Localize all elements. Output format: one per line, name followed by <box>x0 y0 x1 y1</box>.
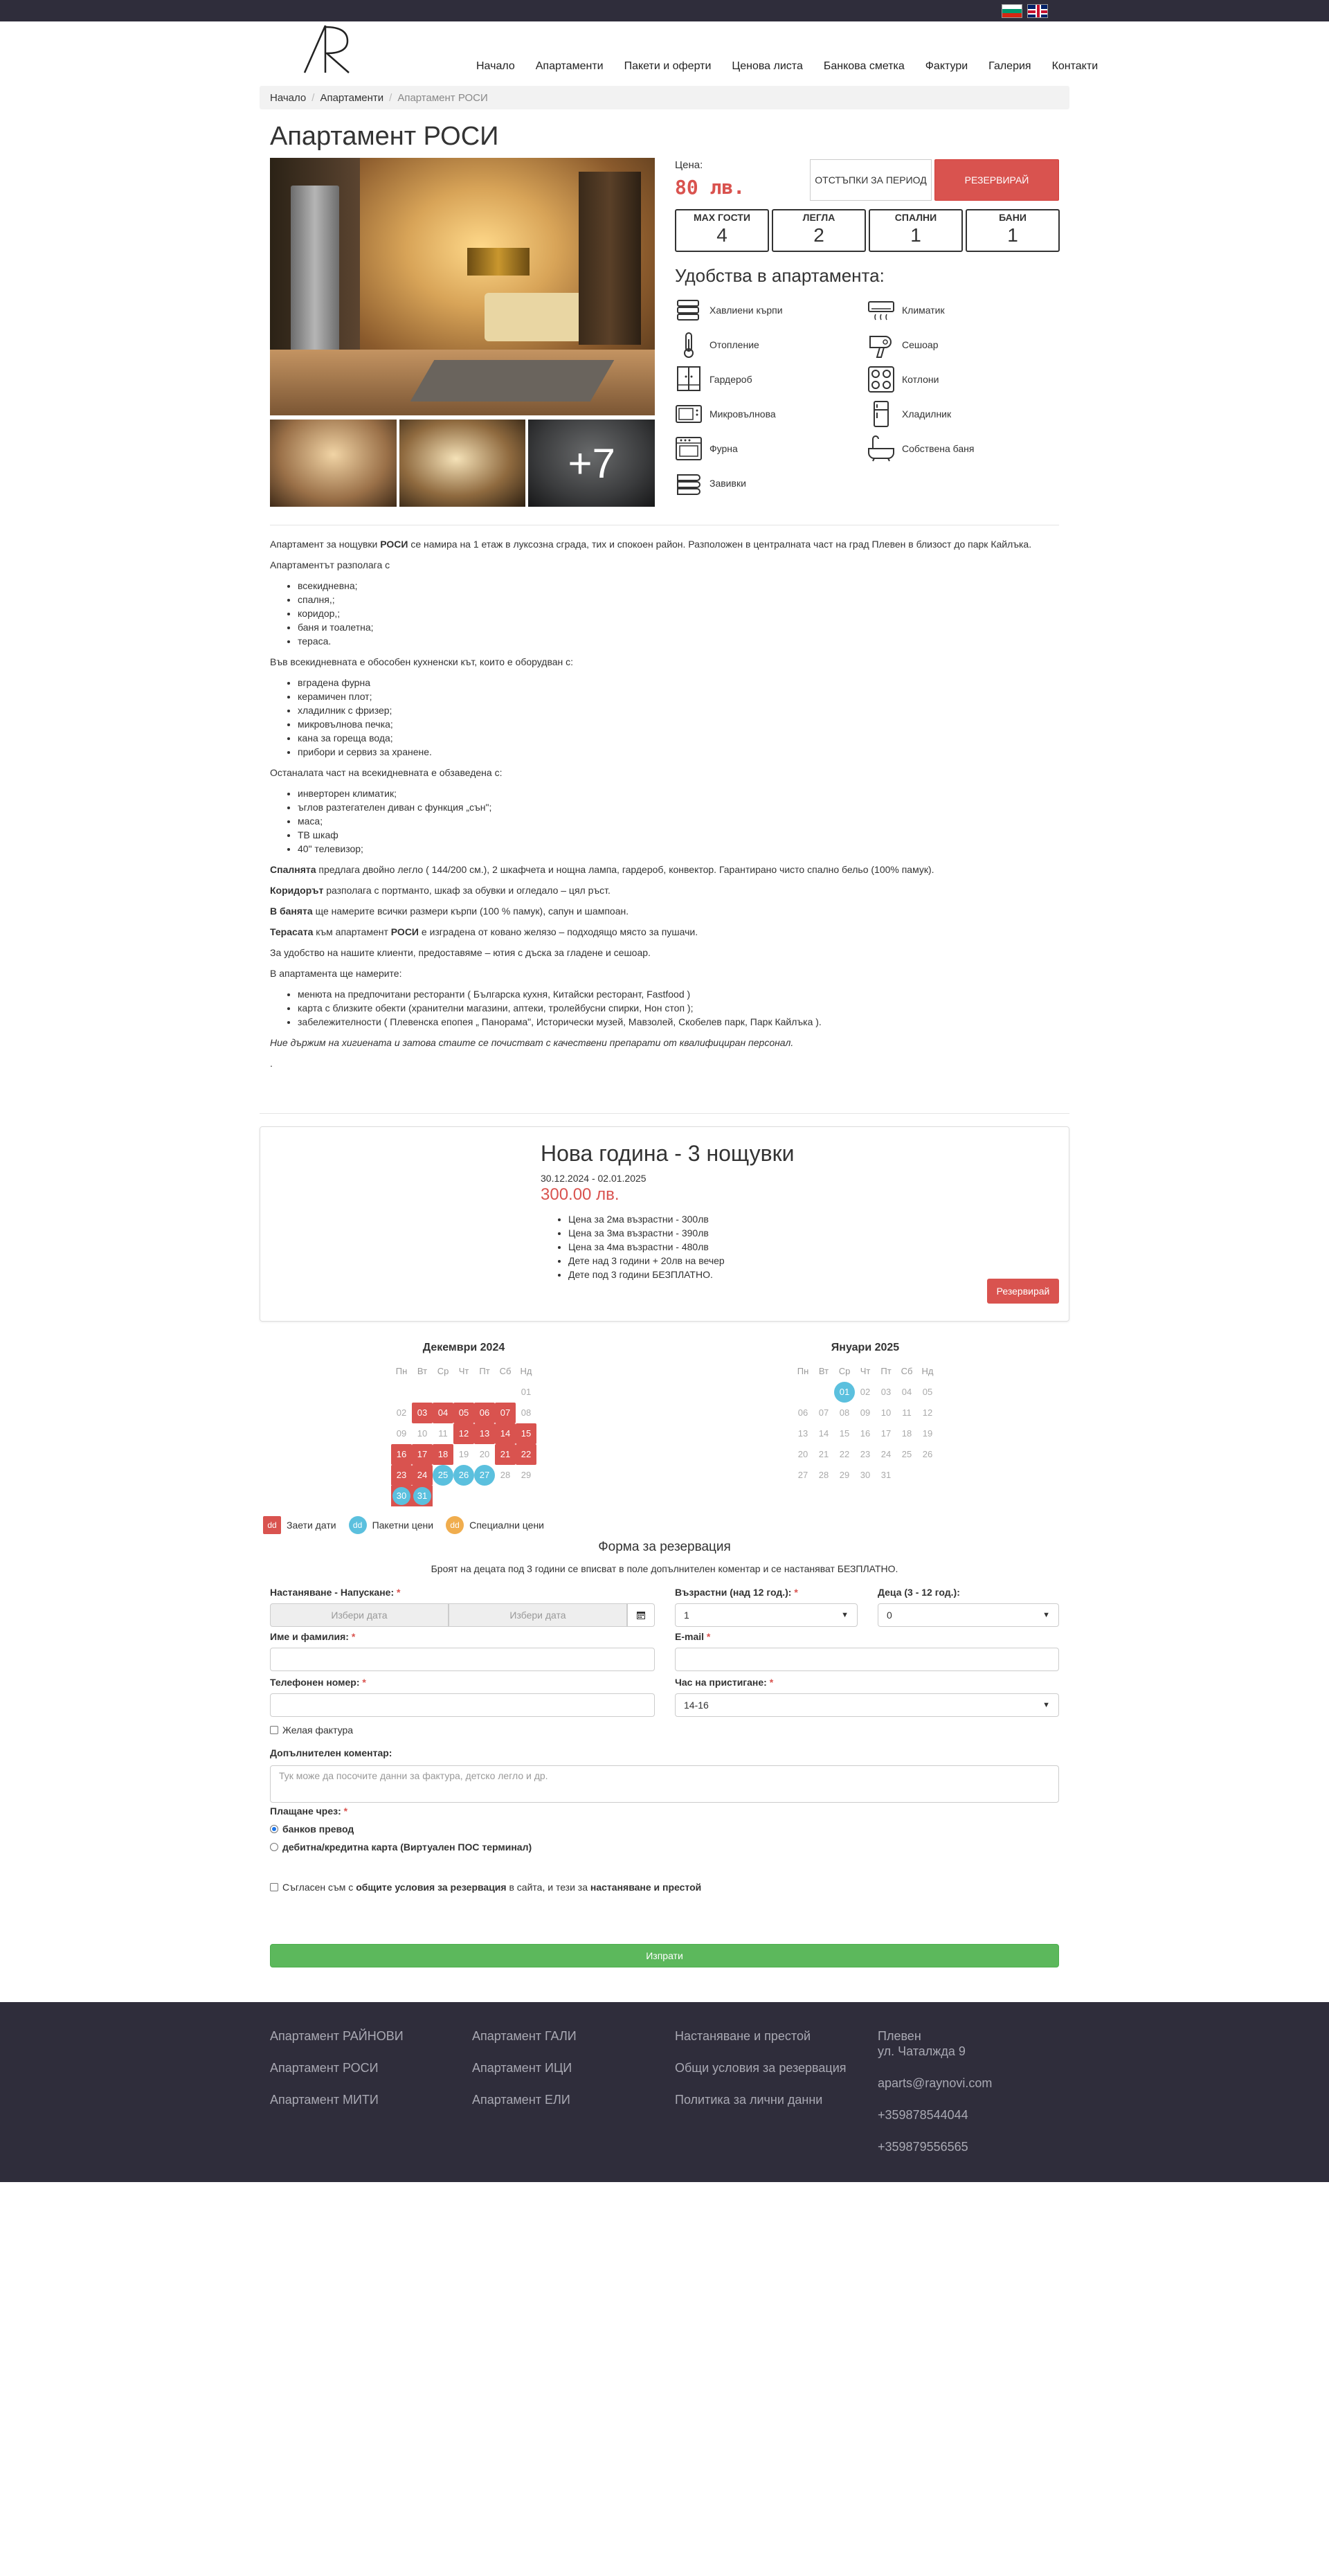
calendar-weekday: Нд <box>921 1366 934 1376</box>
children-select[interactable]: 0 ▼ <box>878 1603 1059 1627</box>
breadcrumb <box>260 86 1069 109</box>
main-photo[interactable] <box>270 158 655 415</box>
package-title: Нова година - 3 нощувки <box>541 1141 795 1166</box>
description-convenience: За удобство на нашите клиенти, предоставяме – ютия с дъска за гладене и сешоар. <box>270 947 651 958</box>
calendar-empty-cell <box>495 1486 516 1506</box>
calendar-empty-cell <box>793 1382 813 1403</box>
calendar-day[interactable]: 31 <box>412 1486 433 1506</box>
period-discounts-button[interactable]: ОТСТЪПКИ ЗА ПЕРИОД <box>810 159 932 201</box>
calendar-weekday: Чт <box>458 1366 469 1376</box>
calendar-empty-cell <box>391 1382 412 1403</box>
phone-input[interactable] <box>270 1693 655 1717</box>
invoice-checkbox[interactable]: Желая фактура <box>270 1724 353 1736</box>
top-bar <box>0 0 1329 21</box>
calendar-day[interactable]: 07 <box>818 1407 829 1418</box>
calendar-day[interactable]: 30 <box>860 1470 871 1480</box>
calendar-day[interactable]: 19 <box>922 1428 933 1439</box>
calendar-day[interactable]: 12 <box>922 1407 933 1418</box>
air-conditioner-icon <box>867 296 895 324</box>
hair-dryer-icon <box>867 331 895 359</box>
footer-link[interactable]: Настаняване и престой <box>675 2029 811 2043</box>
calendar-empty-cell <box>433 1486 453 1506</box>
apartment-description <box>270 537 1066 1077</box>
stay-rules-link[interactable]: настаняване и престой <box>590 1882 702 1893</box>
calendar-day[interactable]: 18 <box>901 1428 912 1439</box>
calendar-grid <box>391 1361 536 1506</box>
calendar-day[interactable]: 27 <box>797 1470 808 1480</box>
calendar-december <box>391 1342 536 1506</box>
nav-item-home[interactable]: Начало <box>476 60 515 72</box>
reserve-button[interactable]: РЕЗЕРВИРАЙ <box>934 159 1059 201</box>
stat-beds: ЛЕГЛА 2 <box>772 209 866 252</box>
rooms-list: • всекидневна; • спалня,; • коридор,; • баня и тоалетна; • тераса. <box>298 579 1066 648</box>
calendar-weekday: Пн <box>395 1366 408 1376</box>
calendar-day[interactable]: 30 <box>391 1486 412 1506</box>
calendar-weekday: Сб <box>901 1366 913 1376</box>
amenities-list <box>675 298 1060 496</box>
footer-phone[interactable]: +359879556565 <box>878 2140 968 2154</box>
calendar-day[interactable]: 09 <box>860 1407 871 1418</box>
calendar-icon[interactable] <box>627 1603 655 1627</box>
footer-link[interactable]: Апартамент РОСИ <box>270 2061 379 2075</box>
stat-bedrooms: СПАЛНИ 1 <box>869 209 963 252</box>
description-corridor: Коридорът разполага с портманто, шкаф за обувки и огледало – цял ръст. <box>270 885 611 896</box>
english-flag-icon[interactable] <box>1027 4 1048 18</box>
comment-label: Допълнителен коментар: <box>270 1747 392 1758</box>
calendar-day[interactable]: 21 <box>495 1444 516 1465</box>
package-reserve-button[interactable]: Резервирай <box>987 1279 1059 1304</box>
reservation-form-note: Броят на децата под 3 години се вписват в поле допълнителен коментар и се настаняват БЕЗПЛАТНО. <box>431 1563 898 1574</box>
calendar-empty-cell <box>474 1382 495 1403</box>
footer-link[interactable]: Апартамент МИТИ <box>270 2093 379 2107</box>
description-hygiene: Ние държим на хигиената и затова стаите се почистват с качествени препарати от квалифициран персонал. <box>270 1037 794 1048</box>
blankets-icon <box>675 469 703 497</box>
check-out-date-input[interactable]: Избери дата <box>449 1603 627 1627</box>
legend-special: dd Специални цени <box>446 1516 544 1534</box>
adults-select[interactable]: 1 ▼ <box>675 1603 858 1627</box>
calendar-day[interactable]: 15 <box>839 1428 850 1439</box>
amenity-blankets: Завивки <box>675 471 867 496</box>
calendar-weekday: Пт <box>880 1366 892 1376</box>
calendar-weekday: Сб <box>499 1366 512 1376</box>
calendar-day[interactable]: 20 <box>797 1449 808 1459</box>
nav-item-apartments[interactable]: Апартаменти <box>535 60 604 72</box>
amenity-stove: Котлони <box>867 367 1060 392</box>
stat-bathrooms: БАНИ 1 <box>966 209 1060 252</box>
calendar-weekday: Пн <box>797 1366 809 1376</box>
footer-address: Плевен ул. Чаталжда 9 <box>878 2029 966 2058</box>
calendar-day[interactable]: 01 <box>521 1387 532 1397</box>
nav-item-invoices[interactable]: Фактури <box>925 60 968 72</box>
calendar-day[interactable]: 14 <box>818 1428 829 1439</box>
children-label: Деца (3 - 12 год.): <box>878 1587 960 1598</box>
calendar-day[interactable]: 13 <box>797 1428 808 1439</box>
calendar-day[interactable]: 12 <box>453 1423 474 1444</box>
nav-item-bank-account[interactable]: Банкова сметка <box>823 60 905 72</box>
calendar-grid <box>793 1361 938 1486</box>
breadcrumb-apartments[interactable]: Апартаменти <box>320 92 384 104</box>
date-range-input <box>270 1603 655 1627</box>
calendar-day[interactable]: 21 <box>818 1449 829 1459</box>
living-room-list: • инверторен климатик; • ъглов разтегателен диван с функция „сън"; • маса; • ТВ шкаф • 40" телевизор; <box>298 786 1066 856</box>
calendar-weekday: Пт <box>479 1366 490 1376</box>
calendar-day[interactable]: 23 <box>860 1449 871 1459</box>
bulgarian-flag-icon[interactable] <box>1002 4 1022 18</box>
chevron-down-icon: ▼ <box>1042 1701 1050 1709</box>
footer-apartments-col2 <box>472 2028 577 2124</box>
breadcrumb-home[interactable]: Начало <box>270 92 307 104</box>
calendar-day[interactable]: 28 <box>818 1470 829 1480</box>
calendar-day[interactable]: 23 <box>391 1465 412 1486</box>
calendar-empty-cell <box>433 1382 453 1403</box>
description-living-title: Останалата част на всекидневната е обзаведена с: <box>270 767 503 778</box>
calendar-day[interactable]: 02 <box>860 1387 871 1397</box>
main-nav <box>0 21 1329 91</box>
calendar-day[interactable]: 26 <box>922 1449 933 1459</box>
amenity-private-bathroom: Собствена баня <box>867 436 1060 461</box>
calendar-day[interactable]: 11 <box>902 1407 912 1418</box>
amenities-title: Удобства в апартамента: <box>675 265 885 286</box>
towels-icon <box>675 296 703 324</box>
calendar-day[interactable]: 09 <box>396 1428 407 1439</box>
description-find-title: В апартамента ще намерите: <box>270 968 402 979</box>
calendar-day[interactable]: 02 <box>396 1407 407 1418</box>
calendar-weekday: Вт <box>818 1366 829 1376</box>
amenity-microwave: Микровълнова <box>675 402 867 426</box>
calendar-day[interactable]: 08 <box>521 1407 532 1418</box>
payment-label: Плащане чрез: * <box>270 1805 348 1817</box>
footer-link[interactable]: Политика за лични данни <box>675 2093 823 2107</box>
calendar-day[interactable]: 28 <box>500 1470 511 1480</box>
package-dates: 30.12.2024 - 02.01.2025 <box>541 1173 647 1184</box>
package-price: 300.00 лв. <box>541 1185 620 1204</box>
calendar-weekday: Вт <box>417 1366 428 1376</box>
description-has-title: Апартаментът разполага с <box>270 559 390 570</box>
phone-label: Телефонен номер: * <box>270 1677 366 1688</box>
amenity-air-conditioner: Климатик <box>867 298 1060 323</box>
calendar-day[interactable]: 16 <box>391 1444 412 1465</box>
comment-textarea[interactable]: Тук може да посочите данни за фактура, детско легло и др. <box>270 1765 1059 1803</box>
page-title: Апартамент РОСИ <box>270 122 499 151</box>
nav-item-gallery[interactable]: Галерия <box>988 60 1031 72</box>
calendar-day[interactable]: 03 <box>412 1403 433 1423</box>
adults-label: Възрастни (над 12 год.): * <box>675 1587 798 1598</box>
calendar-day[interactable]: 31 <box>880 1470 892 1480</box>
footer-link[interactable]: Апартамент ЕЛИ <box>472 2093 570 2107</box>
calendar-january <box>793 1342 938 1486</box>
nearby-list: • менюта на предпочитани ресторанти ( Българска кухня, Китайски ресторант, Fastfood ) • карта с близките обекти (хранителни магазини, аптеки, тролейбусни спирки, Нон стоп ); • забележителности ( Плевенска епопея „ Панорама", Исторически музей, Мавзолей, Скобелев парк, Парк Кайлъка ). <box>298 987 1066 1029</box>
calendar-day[interactable]: 05 <box>922 1387 933 1397</box>
oven-icon <box>675 435 703 462</box>
full-name-input[interactable] <box>270 1648 655 1671</box>
nav-item-price-list[interactable]: Ценова листа <box>732 60 803 72</box>
more-photos-count: +7 <box>528 420 655 507</box>
payment-bank-radio[interactable]: банков превод <box>270 1823 354 1835</box>
calendar-weekday: Ср <box>437 1366 449 1376</box>
footer-link[interactable]: Апартамент ИЦИ <box>472 2061 572 2075</box>
package-offer-card <box>260 1126 1069 1322</box>
calendar-day[interactable]: 25 <box>901 1449 912 1459</box>
apartment-stats <box>675 209 1060 252</box>
calendar-day[interactable]: 06 <box>797 1407 808 1418</box>
thumbnail-more-photos[interactable] <box>528 420 655 507</box>
calendar-empty-cell <box>495 1382 516 1403</box>
description-terrace: Терасата към апартамент РОСИ е изградена от ковано желязо – подходящо място за пушачи. <box>270 926 698 937</box>
amenity-fridge: Хладилник <box>867 402 1060 426</box>
thermometer-icon <box>675 331 703 359</box>
calendar-day[interactable]: 15 <box>516 1423 536 1444</box>
description-dot: . <box>270 1058 273 1069</box>
thumbnail-strip <box>270 420 655 507</box>
description-bedroom: Спалнята предлага двойно легло ( 144/200 см.), 2 шкафчета и нощна лампа, гардероб, конвектор. Гарантирано чисто спално бельо (100% памук). <box>270 864 934 875</box>
calendar-day[interactable]: 04 <box>901 1387 912 1397</box>
calendar-day[interactable]: 16 <box>860 1428 871 1439</box>
calendar-empty-cell <box>813 1382 834 1403</box>
footer <box>0 2002 1329 2182</box>
calendar-day[interactable]: 25 <box>433 1465 453 1486</box>
breadcrumb-separator: / <box>311 92 315 104</box>
calendar-day[interactable]: 05 <box>453 1403 474 1423</box>
calendar-day[interactable]: 11 <box>438 1428 448 1439</box>
description-kitchen-title: Във всекидневната е обособен кухненски кът, които е оборудван с: <box>270 656 574 667</box>
logo-icon[interactable] <box>299 24 356 74</box>
price-value: 80 лв. <box>675 176 745 199</box>
calendar-day[interactable]: 24 <box>412 1465 433 1486</box>
amenity-heating: Отопление <box>675 332 867 357</box>
email-label: E-mail * <box>675 1631 711 1642</box>
arrival-time-label: Час на пристигане: * <box>675 1677 774 1688</box>
microwave-icon <box>675 400 703 428</box>
payment-card-radio[interactable]: дебитна/кредитна карта (Виртуален ПОС терминал) <box>270 1841 532 1853</box>
calendar-day[interactable]: 29 <box>521 1470 532 1480</box>
dates-label: Настаняване - Напускане: * <box>270 1587 401 1598</box>
stat-max-guests: MAX ГОСТИ 4 <box>675 209 769 252</box>
calendar-day[interactable]: 27 <box>474 1465 495 1486</box>
calendar-day[interactable]: 10 <box>880 1407 892 1418</box>
footer-link[interactable]: Общи условия за резервация <box>675 2061 847 2075</box>
calendar-day[interactable]: 26 <box>453 1465 474 1486</box>
calendar-day[interactable]: 22 <box>516 1444 536 1465</box>
amenity-towels: Хавлиени кърпи <box>675 298 867 323</box>
calendar-empty-cell <box>896 1465 917 1486</box>
calendar-day[interactable]: 07 <box>495 1403 516 1423</box>
thumbnail-photo[interactable] <box>270 420 397 507</box>
amenity-wardrobe: Гардероб <box>675 367 867 392</box>
calendar-legend <box>263 1516 544 1534</box>
calendar-month-title: Януари 2025 <box>831 1342 900 1353</box>
legend-busy: dd Заети дати <box>263 1516 336 1534</box>
arrival-time-select[interactable]: 14-16 ▼ <box>675 1693 1059 1717</box>
thumbnail-photo[interactable] <box>399 420 526 507</box>
calendar-day[interactable]: 03 <box>880 1387 892 1397</box>
bathtub-icon <box>867 435 895 462</box>
calendar-day[interactable]: 17 <box>880 1428 892 1439</box>
chevron-down-icon: ▼ <box>1042 1611 1050 1619</box>
calendar-weekday: Ср <box>838 1366 851 1376</box>
legend-package: dd Пакетни цени <box>349 1516 434 1534</box>
calendar-empty-cell <box>516 1486 536 1506</box>
footer-apartments-col1 <box>270 2028 404 2124</box>
fridge-icon <box>867 400 895 428</box>
calendar-weekday: Чт <box>860 1366 871 1376</box>
terms-checkbox[interactable]: Съгласен съм с общите условия за резервация в сайта, и тези за настаняване и престой <box>270 1882 701 1893</box>
nav-menu <box>476 60 1119 73</box>
breadcrumb-separator: / <box>389 92 392 104</box>
calendar-day[interactable]: 17 <box>412 1444 433 1465</box>
footer-link[interactable]: Апартамент ГАЛИ <box>472 2029 577 2043</box>
description-bathroom: В банята ще намерите всички размери кърпи (100 % памук), сапун и шампоан. <box>270 906 629 917</box>
nav-item-packages[interactable]: Пакети и оферти <box>624 60 712 72</box>
footer-email[interactable]: aparts@raynovi.com <box>878 2076 993 2090</box>
amenity-oven: Фурна <box>675 436 867 461</box>
calendar-day[interactable]: 10 <box>417 1428 428 1439</box>
submit-button[interactable]: Изпрати <box>270 1944 1059 1967</box>
calendar-day[interactable]: 04 <box>433 1403 453 1423</box>
footer-contacts-col <box>878 2028 992 2171</box>
breadcrumb-current: Апартамент РОСИ <box>397 92 488 104</box>
nav-item-contacts[interactable]: Контакти <box>1051 60 1099 72</box>
stove-icon <box>867 366 895 393</box>
calendar-empty-cell <box>474 1486 495 1506</box>
wardrobe-icon <box>675 366 703 393</box>
calendar-day[interactable]: 13 <box>474 1423 495 1444</box>
calendar-day[interactable]: 06 <box>474 1403 495 1423</box>
calendar-day[interactable]: 24 <box>880 1449 892 1459</box>
footer-phone[interactable]: +359878544044 <box>878 2108 968 2122</box>
calendar-empty-cell <box>453 1382 474 1403</box>
calendar-day[interactable]: 20 <box>479 1449 490 1459</box>
description-intro: Апартамент за нощувки РОСИ се намира на 1 етаж в луксозна сграда, тих и спокоен район. Разположен в централната част на град Плевен в близост до парк Кайлъка. <box>270 539 1032 550</box>
calendar-empty-cell <box>453 1486 474 1506</box>
footer-link[interactable]: Апартамент РАЙНОВИ <box>270 2029 404 2043</box>
calendar-day[interactable]: 08 <box>839 1407 850 1418</box>
calendar-day[interactable]: 29 <box>839 1470 850 1480</box>
calendar-weekday: Нд <box>520 1366 532 1376</box>
package-price-list: • Цена за 2ма възрастни - 300лв • Цена за 3ма възрастни - 390лв • Цена за 4ма възрастни - 480лв • Дете над 3 години + 20лв на вечер • Дете под 3 години БЕЗПЛАТНО. <box>568 1212 725 1281</box>
calendar-day[interactable]: 14 <box>495 1423 516 1444</box>
kitchen-list: • вградена фурна • керамичен плот; • хладилник с фризер; • микровълнова печка; • кана за гореща вода; • прибори и сервиз за хранене. <box>298 676 1066 759</box>
reservation-form-title: Форма за резервация <box>598 1540 731 1554</box>
calendar-empty-cell <box>917 1465 938 1486</box>
calendar-day[interactable]: 19 <box>458 1449 469 1459</box>
calendar-day[interactable]: 22 <box>839 1449 850 1459</box>
email-input[interactable] <box>675 1648 1059 1671</box>
full-name-label: Име и фамилия: * <box>270 1631 356 1642</box>
calendar-empty-cell <box>412 1382 433 1403</box>
price-label: Цена: <box>675 159 703 171</box>
calendar-day[interactable]: 18 <box>433 1444 453 1465</box>
amenity-hair-dryer: Сешоар <box>867 332 1060 357</box>
chevron-down-icon: ▼ <box>841 1611 849 1619</box>
calendar-day[interactable]: 01 <box>834 1382 855 1403</box>
calendar-month-title: Декември 2024 <box>422 1342 505 1353</box>
footer-info-col <box>675 2028 847 2124</box>
check-in-date-input[interactable]: Избери дата <box>270 1603 449 1627</box>
terms-link[interactable]: общите условия за резервация <box>356 1882 507 1893</box>
divider <box>260 1113 1069 1114</box>
